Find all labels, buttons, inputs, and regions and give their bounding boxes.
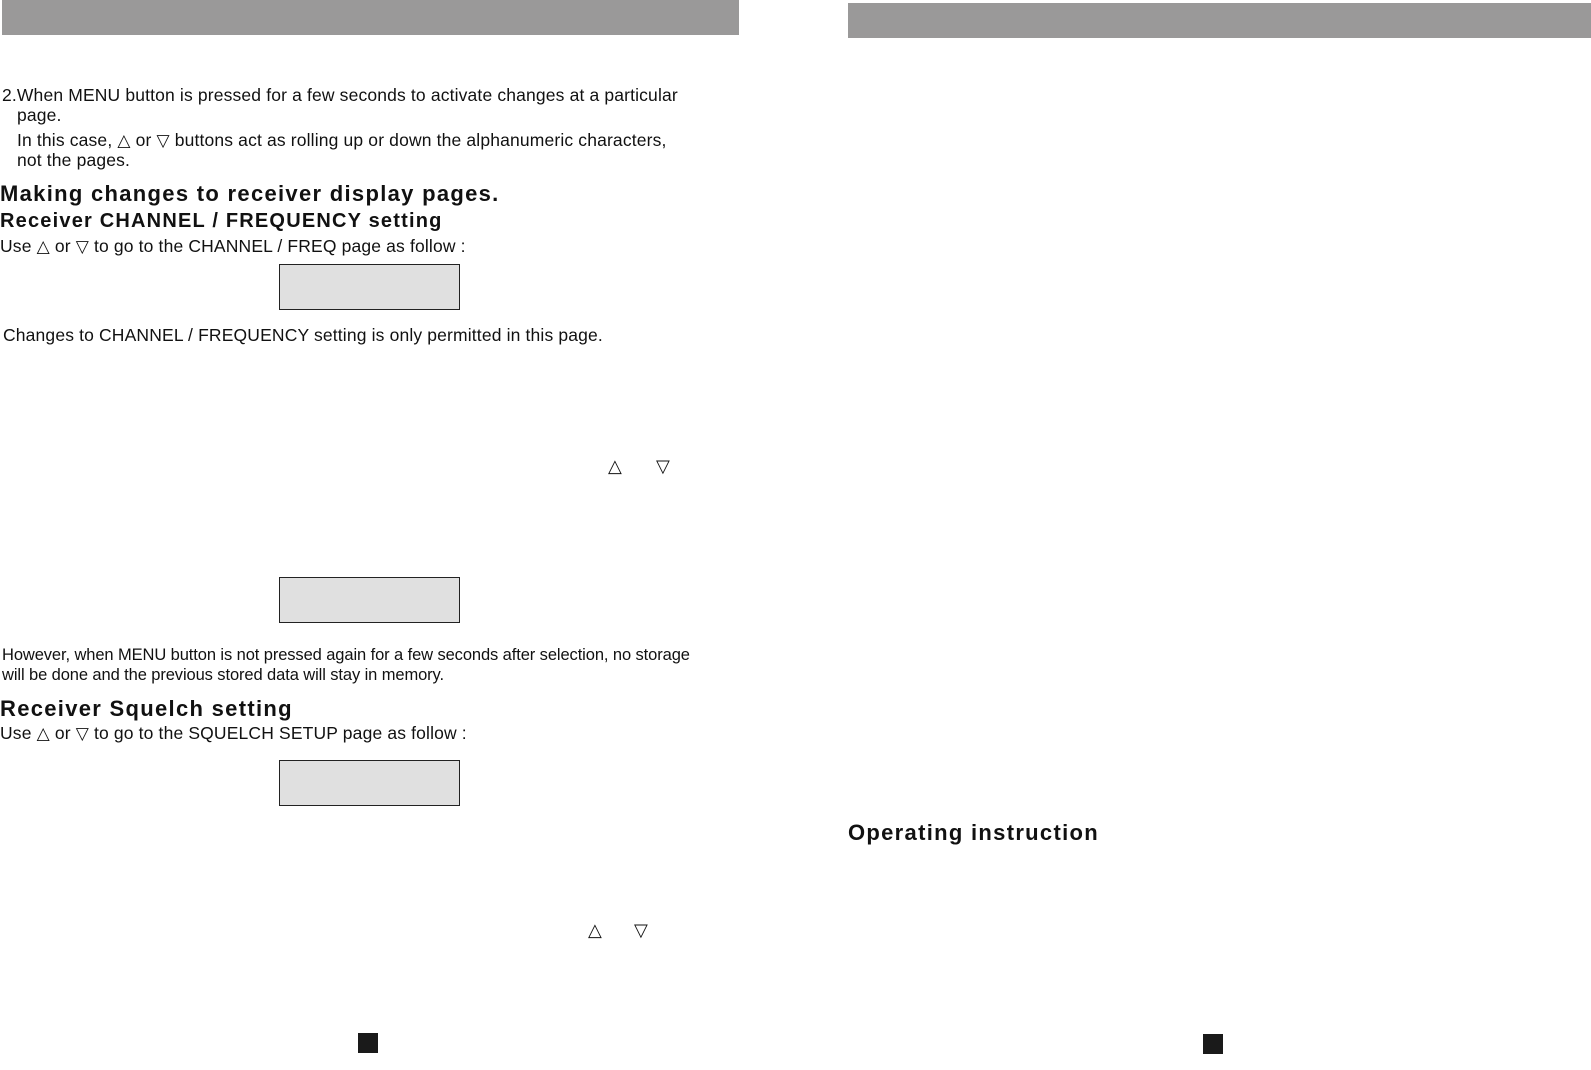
down-triangle-icon: ▽ bbox=[634, 920, 648, 940]
left-page bbox=[0, 0, 740, 1070]
up-triangle-icon: △ bbox=[36, 724, 50, 743]
down-triangle-icon: ▽ bbox=[156, 131, 170, 150]
heading-channel-frequency: Receiver CHANNEL / FREQUENCY setting bbox=[0, 210, 443, 232]
channel-use-pre: Use bbox=[0, 236, 37, 256]
step2-line3 bbox=[17, 130, 667, 150]
up-triangle-icon: △ bbox=[608, 456, 622, 476]
down-triangle-icon: ▽ bbox=[75, 724, 89, 743]
heading-squelch: Receiver Squelch setting bbox=[0, 696, 293, 721]
step2-line3-post: buttons act as rolling up or down the alphanumeric characters, bbox=[169, 130, 667, 150]
channel-use-mid: or bbox=[49, 236, 76, 256]
up-triangle-icon: △ bbox=[117, 131, 131, 150]
however-line1: However, when MENU button is not pressed again for a few seconds after selection, no storage bbox=[2, 646, 690, 664]
left-header-bar bbox=[2, 0, 739, 35]
channel-use-post: to go to the CHANNEL / FREQ page as follow : bbox=[88, 236, 466, 256]
left-page-marker bbox=[358, 1033, 378, 1053]
squelch-use-post: to go to the SQUELCH SETUP page as follow : bbox=[88, 723, 467, 743]
squelch-use-mid: or bbox=[49, 723, 76, 743]
step2-line2: page. bbox=[17, 105, 62, 125]
step2-line3-pre: In this case, bbox=[17, 130, 118, 150]
step2-line1: 2.When MENU button is pressed for a few seconds to activate changes at a particular bbox=[2, 85, 678, 105]
down-triangle-icon: ▽ bbox=[656, 456, 670, 476]
heading-making-changes: Making changes to receiver display pages. bbox=[0, 181, 500, 206]
lcd-display-channel-selected bbox=[279, 577, 460, 623]
down-triangle-icon: ▽ bbox=[75, 237, 89, 256]
heading-operating-instruction: Operating instruction bbox=[848, 820, 1099, 845]
right-page bbox=[848, 0, 1591, 1070]
right-page-marker bbox=[1203, 1034, 1223, 1054]
lcd-display-channel-freq bbox=[279, 264, 460, 310]
channel-instruction bbox=[0, 236, 466, 256]
squelch-instruction bbox=[0, 723, 467, 743]
channel-note: Changes to CHANNEL / FREQUENCY setting is only permitted in this page. bbox=[3, 325, 603, 345]
lcd-display-squelch bbox=[279, 760, 460, 806]
right-header-bar bbox=[848, 3, 1591, 38]
step2-line3-mid: or bbox=[130, 130, 157, 150]
step2-line4: not the pages. bbox=[17, 150, 131, 170]
however-line2: will be done and the previous stored data will stay in memory. bbox=[2, 666, 444, 684]
up-triangle-icon: △ bbox=[36, 237, 50, 256]
up-triangle-icon: △ bbox=[588, 920, 602, 940]
squelch-use-pre: Use bbox=[0, 723, 37, 743]
